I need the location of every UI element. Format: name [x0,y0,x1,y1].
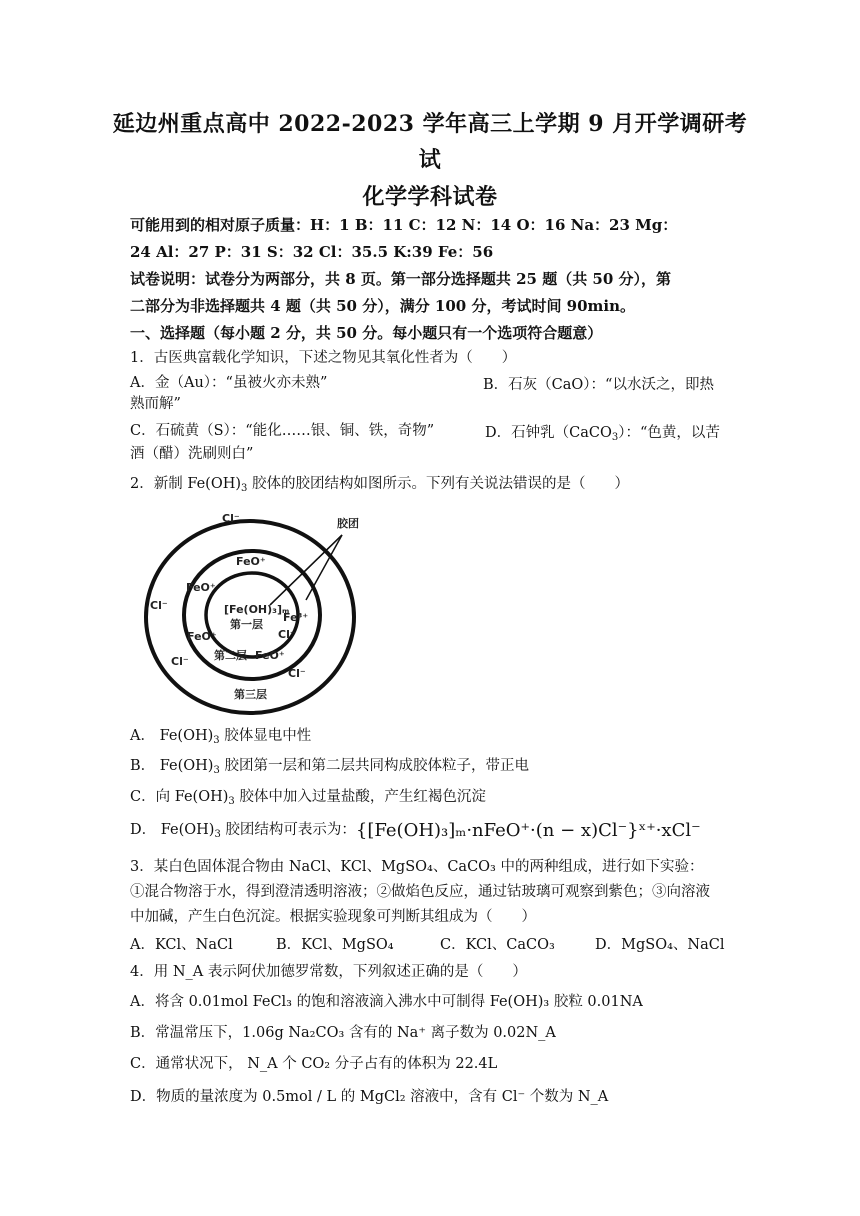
q1-option-b-line1: B．石灰（CaO）：“以水沃之，即热 [483,377,714,393]
q4-option-d: D．物质的量浓度为 0.5mol / L 的 MgCl₂ 溶液中，含有 Cl⁻ 个数为 N_A [130,1089,609,1105]
q1-stem: 1．古医典富载化学知识，下述之物见其氧化性者为（ ） [130,350,517,366]
q3-option-d: D．MgSO₄、NaCl [595,937,725,953]
q1-option-d-line1: D．石钟乳（CaCO$_3$）：“色黄，以苦 [485,425,720,443]
atomic-mass-line2: 24 Al：27 P：31 S：32 Cl：35.5 K:39 Fe：56 [130,243,494,261]
label-cl-top: Cl⁻ [222,512,240,525]
q2-stem: 2．新制 $Fe(OH)_3$ 胶体的胶团结构如图所示。下列有关说法错误的是（ ） [130,476,630,494]
label-fe-right: Fe³⁺ [283,611,309,624]
label-feo-lower: FeO⁺ [187,630,217,643]
q3-option-a: A．KCl、NaCl [130,937,233,953]
colloid-micelle-diagram [130,505,380,715]
exam-subtitle: 化学学科试卷 [362,184,498,210]
q2-option-c: C．向 $Fe(OH)_3$ 胶体中加入过量盐酸，产生红褐色沉淀 [130,789,486,807]
q1-option-c: C．石硫黄（S）：“能化……银、铜、铁，奇物” [130,423,435,439]
q3-option-b: B．KCl、MgSO₄ [276,937,394,953]
q3-option-c: C．KCl、CaCO₃ [440,937,555,953]
label-feo-right: FeO⁺ [255,649,285,662]
label-feo-left: FeO⁺ [186,581,216,594]
label-feo-top: FeO⁺ [236,555,266,568]
micelle-formula: {[Fe(OH)₃]ₘ·nFeO⁺·(n − x)Cl⁻}ˣ⁺·xCl⁻ [355,820,701,841]
label-cl-inner-right: Cl⁻ [278,628,296,641]
q4-option-a: A．将含 0.01mol FeCl₃ 的饱和溶液滴入沸水中可制得 Fe(OH)₃ 胶粒 0.01NA [130,994,643,1010]
q2-option-d: D． $Fe(OH)_3$ 胶团结构可表示为：{[Fe(OH)₃]ₘ·nFeO⁺·(n − x)Cl⁻}ˣ⁺·xCl⁻ [130,820,701,841]
q4-stem: 4．用 N_A 表示阿伏加德罗常数，下列叙述正确的是（ ） [130,964,527,980]
label-jiaotuan: 胶团 [337,517,359,530]
label-layer3: 第三层 [234,688,267,701]
section-heading: 一、选择题（每小题 2 分，共 50 分。每小题只有一个选项符合题意） [130,324,603,342]
exam-note-line1: 试卷说明：试卷分为两部分，共 8 页。第一部分选择题共 25 题（共 50 分），第 [130,270,672,288]
exam-title-line2: 试 [418,147,442,173]
q1-option-d-line2: 酒（醋）洗刷则白” [130,446,254,462]
label-core: [Fe(OH)₃]ₘ [224,603,290,616]
label-layer1: 第一层 [230,618,263,631]
exam-note-line2: 二部分为非选择题共 4 题（共 50 分），满分 100 分，考试时间 90min。 [130,297,636,315]
q4-option-c: C．通常状况下， N_A 个 CO₂ 分子占有的体积为 22.4L [130,1056,498,1072]
q4-option-b: B．常温常压下，1.06g Na₂CO₃ 含有的 Na⁺ 离子数为 0.02N_A [130,1025,556,1041]
atomic-mass-line1: 可能用到的相对原子质量：H：1 B：11 C：12 N：14 O：16 Na：23 Mg： [130,216,678,234]
label-layer2: 第二层 [214,649,247,662]
q2-option-a: A． $Fe(OH)_3$ 胶体显电中性 [130,728,312,746]
q3-stem-line2: ①混合物溶于水，得到澄清透明溶液；②做焰色反应，通过钴玻璃可观察到紫色；③向溶液 [130,884,710,900]
pointer-line-2 [306,535,342,600]
label-cl-lower: Cl⁻ [171,655,189,668]
q1-option-b-line2: 熟而解” [130,396,181,412]
q2-option-b: B． $Fe(OH)_3$ 胶团第一层和第二层共同构成胶体粒子，带正电 [130,758,529,776]
exam-title-line1: 延边州重点高中 2022-2023 学年高三上学期 9 月开学调研考 [112,111,748,137]
q3-stem-line3: 中加碱，产生白色沉淀。根据实验现象可判断其组成为（ ） [130,909,536,925]
label-cl-outer-right: Cl⁻ [288,667,306,680]
q3-stem-line1: 3．某白色固体混合物由 NaCl、KCl、MgSO₄、CaCO₃ 中的两种组成，进行如下实验： [130,859,704,875]
label-cl-left: Cl⁻ [150,599,168,612]
q1-option-a: A．金（Au）：“虽被火亦未熟” [130,375,328,391]
